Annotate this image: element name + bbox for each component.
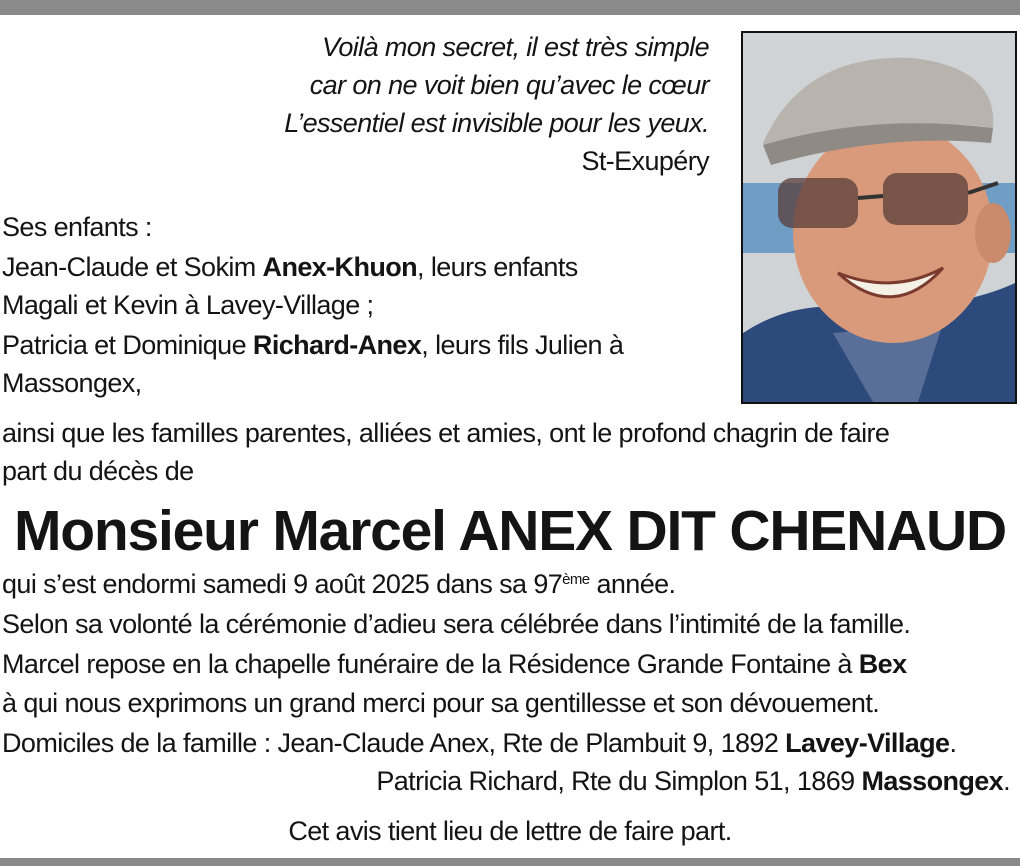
death-text-end: année.	[589, 569, 676, 599]
rest-text: Marcel repose en la chapelle funéraire de la Résidence Grande Fontaine à	[2, 649, 859, 679]
rest-line	[2, 645, 906, 683]
domicile-2-text: Patricia Richard, Rte du Simplon 51, 1869	[376, 766, 862, 796]
child2-suffix: , leurs fils Julien à	[421, 330, 624, 360]
quote-line: L’essentiel est invisible pour les yeux.	[284, 108, 709, 138]
child1-first-names: Jean-Claude et Sokim	[2, 252, 263, 282]
child2-first-names: Patricia et Dominique	[2, 330, 253, 360]
family-child1	[2, 248, 578, 286]
death-text: qui s’est endormi samedi 9 août 2025 dans sa 97	[2, 569, 563, 599]
family-child2	[2, 326, 623, 364]
ceremony-line: Selon sa volonté la cérémonie d’adieu sera célébrée dans l’intimité de la famille.	[2, 609, 911, 639]
domicile-1-place: Lavey-Village	[785, 728, 950, 758]
death-notice	[2, 565, 675, 603]
child1-surname: Anex-Khuon	[262, 252, 418, 282]
quote-line: Voilà mon secret, il est très simple	[321, 32, 709, 62]
families-line-2: part du décès de	[2, 456, 194, 486]
family-child2-place: Massongex,	[2, 368, 142, 398]
domicile-2	[376, 762, 1010, 800]
bottom-rule	[0, 858, 1020, 866]
quote-line: car on ne voit bien qu’avec le cœur	[309, 70, 709, 100]
quote-author: St-Exupéry	[581, 146, 709, 176]
child2-surname: Richard-Anex	[252, 330, 422, 360]
families-line-1: ainsi que les familles parentes, alliées et amies, ont le profond chagrin de faire	[2, 418, 890, 448]
portrait-photo	[741, 31, 1017, 404]
rest-place: Bex	[858, 649, 907, 679]
thanks-line: à qui nous exprimons un grand merci pour sa gentillesse et son dévouement.	[2, 688, 880, 718]
domicile-1-end: .	[949, 728, 957, 758]
deceased-name: Monsieur Marcel ANEX DIT CHENAUD	[14, 499, 1006, 563]
domicile-2-place: Massongex	[861, 766, 1004, 796]
family-intro: Ses enfants :	[2, 212, 152, 242]
domicile-1	[2, 724, 956, 762]
domicile-2-end: .	[1003, 766, 1010, 796]
quote-block	[284, 28, 709, 180]
child1-suffix: , leurs enfants	[417, 252, 578, 282]
ordinal-suffix: ème	[562, 571, 590, 588]
family-child1-kids: Magali et Kevin à Lavey-Village ;	[2, 290, 374, 320]
top-rule	[0, 0, 1020, 15]
domicile-1-text: Domiciles de la famille : Jean-Claude Anex, Rte de Plambuit 9, 1892	[2, 728, 786, 758]
closing-line: Cet avis tient lieu de lettre de faire part.	[288, 816, 732, 846]
